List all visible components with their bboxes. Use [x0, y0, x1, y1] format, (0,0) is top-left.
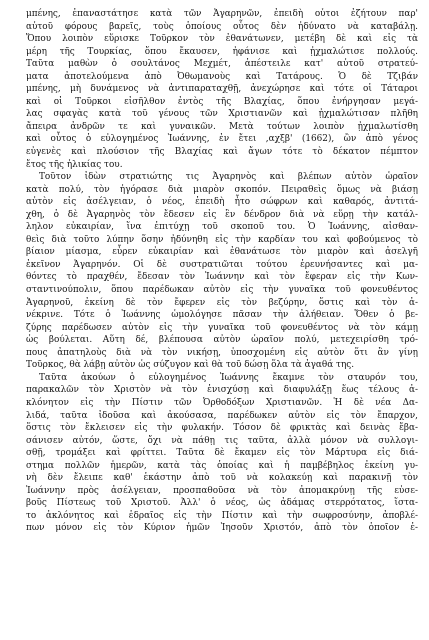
- text-line: θόντες τὸ πραχθέν, ἔδεσαν τὸν Ἰωάννην καὶ τὸν ἔφεραν εἰς τὴν Κων-: [26, 272, 418, 283]
- text-line: σάνισεν αὐτόν, ὥστε, ὄχι νὰ πάθῃ τις ταῦτα, ἀλλὰ μόνον νὰ συλλογι-: [26, 435, 418, 446]
- text-line: αὐτὸν εἰς ἀσέλγειαν, ὁ νέος, ἐπειδὴ ἦτο σώφρων καὶ καθαρός, ἀντιτά-: [26, 197, 418, 208]
- text-line: πους ἀπατηλοὺς διὰ νὰ τὸν νικήσῃ, ὑποσχομένη εἰς αὐτὸν ὅτι ἂν γίνῃ: [26, 347, 418, 358]
- text-line: στημα πολλῶν ἡμερῶν, κατὰ τὰς ὁποίας καὶ ἡ παμβέβηλος ἐκείνη γυ-: [26, 460, 418, 471]
- text-line: Ταῦτα μαθὼν ὁ σουλτάνος Μεχμέτ, ἀπέστειλε κατ' αὐτοῦ στρατεύ-: [26, 59, 418, 70]
- paragraph-captivity: [26, 171, 418, 372]
- text-line: ἄπειρα ἀνδρῶν τε καὶ γυναικῶν. Μετὰ τούτων λοιπὸν ᾐχμαλωτίσθη: [26, 121, 418, 132]
- text-line: κλόνητον εἰς τὴν Πίστιν τῶν Ὀρθοδόξων Χριστιανῶν. Ἡ δὲ νέα Δα-: [26, 397, 418, 408]
- text-line: λιδά, ταῦτα ἰδοῦσα καὶ ἀκούσασα, παρέδωκεν αὐτὸν εἰς τὸν ἔπαρχον,: [26, 410, 418, 421]
- text-line: ἐκεῖνον Ἀγαρηνόν. Οἱ δὲ συστρατιῶται τούτου ἐρευνήσαντες καὶ μα-: [26, 259, 418, 270]
- text-line: ὡς βούλεται. Αὕτη δέ, βλέπουσα αὐτὸν ὡραῖον πολύ, μετεχειρίσθη τρό-: [26, 335, 418, 346]
- text-line: ζύρης παρέδωσεν αὐτὸν εἰς τὴν γυναῖκα τοῦ φονευθέντος νὰ τὸν κάμῃ: [26, 322, 418, 333]
- text-line: Ὅπου λοιπὸν εὕρισκε Τοῦρκον τὸν ἐθανάτωνεν, μετέβη δὲ καὶ εἰς τὰ: [26, 34, 418, 45]
- text-line: ἔτος τῆς ἡλικίας του.: [26, 159, 123, 170]
- text-line: θεὶς διὰ τοῦτο λύπην ὅσην ἠδύνηθη εἰς τὴν καρδίαν του καὶ φοβούμενος τὸ: [26, 234, 418, 245]
- paragraph-martyrdom: [26, 372, 418, 535]
- text-line: Ἀγαρηνοῦ, ἐκείνη δὲ τὸν ἔφερεν εἰς τὸν βεζύρην, ὅστις καὶ τὸν ἀ-: [26, 297, 418, 308]
- text-line: Ἰωάννην πρὸς ἀσέλγειαν, προσπαθοῦσα νὰ τὸν ἀπομακρύνῃ τῆς εὐσε-: [26, 485, 418, 496]
- text-line: ὅστις τὸν ἔκλεισεν εἰς τὴν φυλακήν. Τόσον δὲ φρικτὰς καὶ δεινὰς ἔβα-: [26, 423, 418, 434]
- text-line: ματα ἀποτελούμενα ἀπὸ Ὀθωμανοὺς καὶ Τατάρους. Ὁ δὲ Τζιβάν: [26, 71, 418, 82]
- text-line: μέρη τῆς Τουρκίας, ὅπου ἔκαυσεν, ἠφάνισε καὶ ᾐχμαλώτισε πολλούς.: [26, 46, 418, 57]
- text-line: χθη, ὁ δὲ Ἀγαρηνὸς τὸν ἔδεσεν εἰς ἓν δένδρον διὰ νὰ εὕρῃ τὴν κατάλ-: [26, 209, 418, 220]
- book-page: [26, 8, 418, 634]
- text-line: παρακαλῶν τὸν Χριστὸν νὰ τὸν ἐνισχύσῃ καὶ διαφυλάξῃ ἕως τέλους ἀ-: [26, 385, 418, 396]
- text-line: Ταῦτα ἀκούων ὁ εὐλογημένος Ἰωάννης ἔκαμνε τὸν σταυρόν του,: [39, 372, 418, 383]
- text-line: εὐγενὲς καὶ πλούσιον τῆς Βλαχίας καὶ ἄγων τότε τὸ δέκατον πέμπτον: [26, 147, 418, 158]
- text-line: καὶ οἱ Τοῦρκοι εἰσῆλθον ἐντὸς τῆς Βλαχίας, ὅπου ἐνήργησαν μεγά-: [26, 96, 418, 107]
- text-line: το ἀκλόνητος καὶ ἑδραῖος εἰς τὴν Πίστιν καὶ τὴν σωφροσύνην, ἀποβλέ-: [26, 510, 418, 521]
- text-line: αὐτοῦ φόρους βαρεῖς, τοὺς ὁποίους οὗτος δὲν ἠδύνατο νὰ καταβάλῃ.: [26, 21, 418, 32]
- text-line: κατὰ πολύ, τὸν ἠγόρασε διὰ μιαρὸν σκοπόν. Πειραθεὶς ὅμως νὰ βιάσῃ: [26, 184, 418, 195]
- paragraph-revolt: [26, 8, 418, 171]
- text-line: σταντινούπολιν, ὅπου παρέδωκαν αὐτὸν εἰς τὴν γυναῖκα τοῦ φονευθέντος: [26, 285, 418, 296]
- text-line: καὶ οὗτος ὁ εὐλογημένος Ἰωάννης, ἐν ἔτει ,αχξβ' (1662), ὢν ἀπὸ γένος: [26, 134, 418, 145]
- text-line: Τοῦτον ἰδὼν στρατιώτης τις Ἀγαρηνὸς καὶ βλέπων αὐτὸν ὡραῖον: [39, 172, 418, 183]
- text-line: μπένης, μὴ δυνάμενος νὰ ἀντιπαραταχθῇ, ἀνεχώρησε καὶ τότε οἱ Τάταροι: [26, 84, 418, 95]
- text-line: σθῇ, τρομάξει καὶ φρίττει. Ταῦτα δὲ ἔκαμεν εἰς τὸν Μάρτυρα εἰς διά-: [26, 448, 418, 459]
- text-line: βοῦς Πίστεως τοῦ Χριστοῦ. Ἀλλ' ὁ νέος, ὡς ἀδάμας στερρότατος, ἵστα-: [26, 498, 418, 509]
- text-line: ληλον εὐκαιρίαν, ἵνα ἐπιτύχῃ τοῦ σκοποῦ του. Ὁ Ἰωάννης, αἰσθαν-: [26, 222, 418, 233]
- text-line: νὴ δὲν ἔλειπε καθ' ἑκάστην ἀπὸ τοῦ νὰ κολακεύῃ καὶ παρακινῇ τὸν: [26, 473, 418, 484]
- text-line: πων μόνον εἰς τὸν Κύριον ἡμῶν Ἰησοῦν Χριστόν, ἀπὸ τὸν ὁποῖον ἐ-: [26, 523, 418, 534]
- text-line: νέκρινε. Τότε ὁ Ἰωάννης ὡμολόγησε πᾶσαν τὴν ἀλήθειαν. Ὅθεν ὁ βε-: [26, 310, 418, 321]
- text-line: βίαιον μίασμα, εὗρεν εὐκαιρίαν καὶ ἐθανάτωσε τὸν μιαρὸν καὶ ἀσελγῆ: [26, 247, 418, 258]
- text-line: μπένης, ἐπαναστάτησε κατὰ τῶν Ἀγαρηνῶν, ἐπειδὴ οὗτοι ἐζήτουν παρ': [26, 9, 418, 19]
- text-line: λας σφαγὰς κατὰ τοῦ γένους τῶν Χριστιανῶν καὶ ᾐχμαλώτισαν πλῆθη: [26, 109, 418, 120]
- text-line: Τοῦρκος, θὰ λάβῃ αὐτὸν ὡς σύζυγον καὶ θὰ τοῦ δώσῃ ὅλα τὰ ἀγαθά της.: [26, 360, 355, 371]
